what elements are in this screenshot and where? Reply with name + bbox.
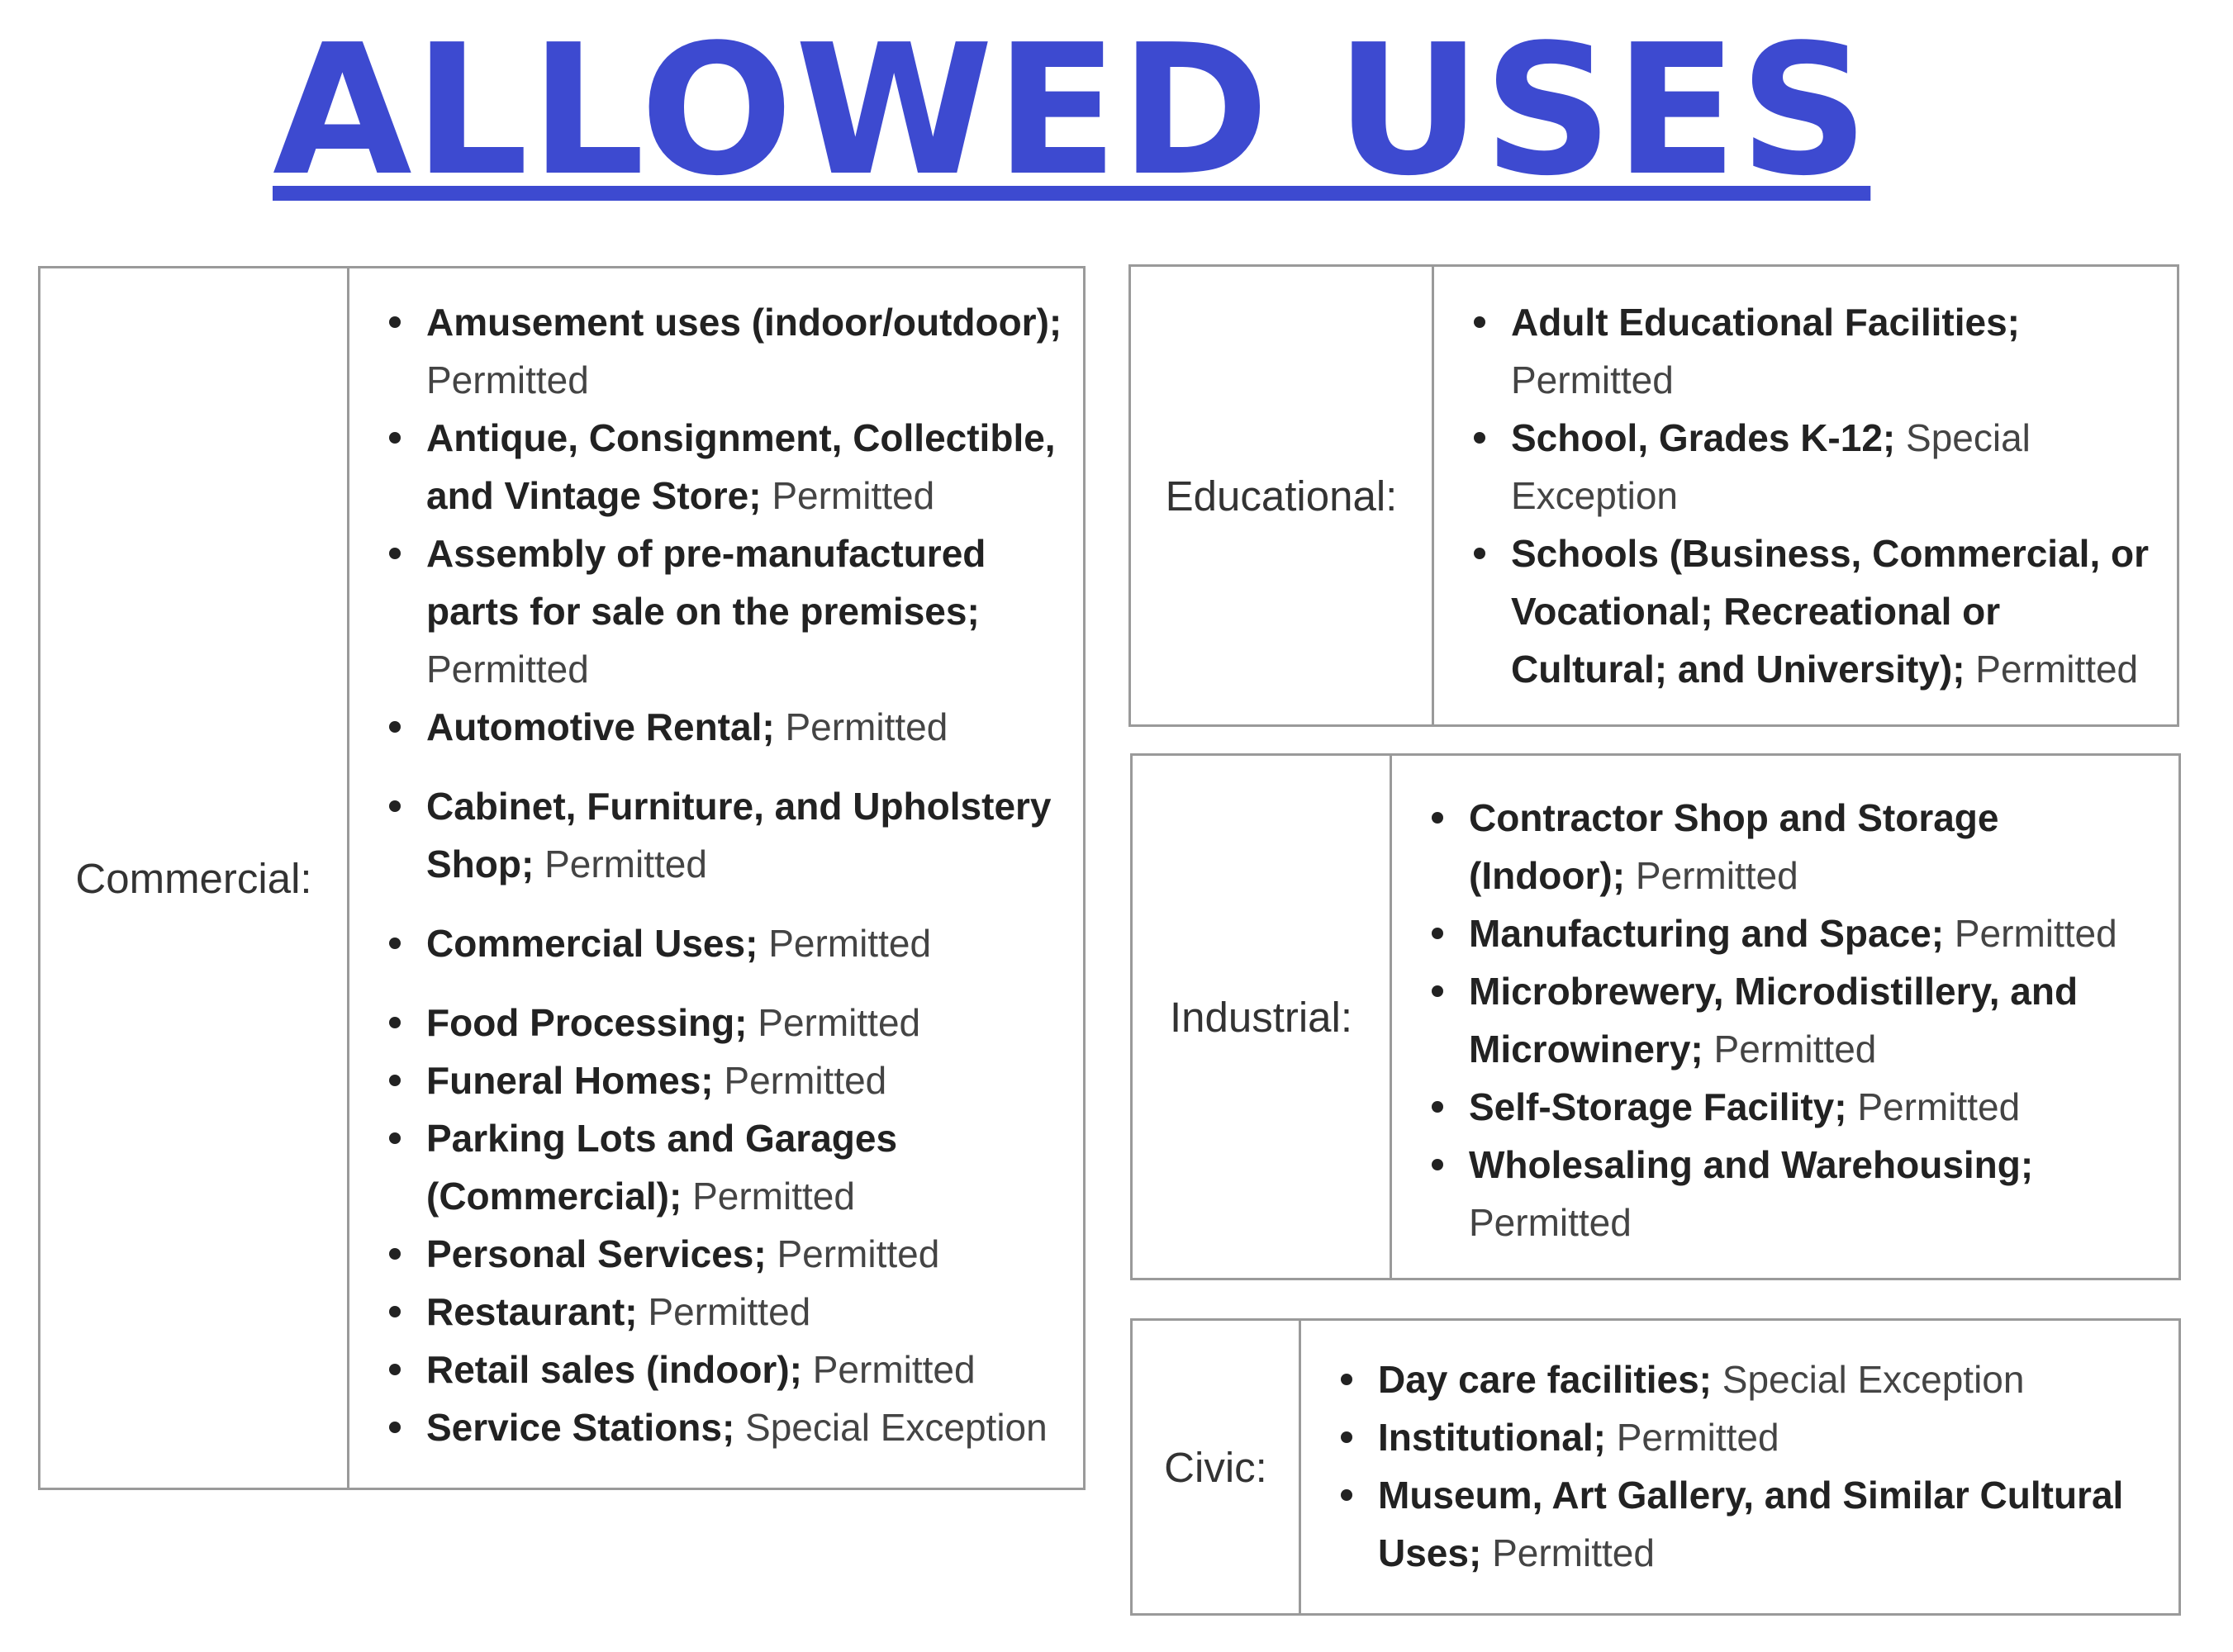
use-name: School, Grades K-12; — [1511, 416, 1896, 459]
use-status: Permitted — [648, 1290, 811, 1333]
use-name: Schools (Business, Commercial, or Vocational; Recreational or Cultural; and University); — [1511, 532, 2150, 691]
zone-label-industrial: Industrial: — [1133, 756, 1392, 1278]
use-status: Permitted — [772, 474, 935, 517]
use-name: Museum, Art Gallery, and Similar Cultural Uses; — [1378, 1474, 2124, 1574]
use-status: Permitted — [1635, 854, 1798, 897]
zone-label-commercial: Commercial: — [40, 268, 349, 1488]
list-item — [1425, 1078, 2165, 1136]
list-item — [382, 994, 1067, 1051]
list-item — [382, 698, 1067, 756]
list-item — [1334, 1351, 2165, 1408]
use-name: Amusement uses (indoor/outdoor); — [426, 301, 1062, 344]
zone-table-commercial — [38, 266, 1086, 1490]
use-name: Food Processing; — [426, 1001, 748, 1044]
list-item — [382, 1398, 1067, 1456]
use-status: Permitted — [758, 1001, 921, 1044]
use-status: Permitted — [777, 1232, 940, 1275]
use-name: Restaurant; — [426, 1290, 638, 1333]
use-name: Microbrewery, Microdistillery, and Microwinery; — [1469, 970, 2079, 1070]
list-item — [1425, 962, 2165, 1078]
use-list-commercial — [349, 268, 1083, 1488]
use-status: Permitted — [812, 1348, 976, 1391]
use-status: Permitted — [785, 705, 948, 748]
use-list-educational — [1434, 267, 2177, 724]
use-name: Day care facilities; — [1378, 1358, 1713, 1401]
use-name: Cabinet, Furniture, and Upholstery Shop; — [426, 785, 1052, 885]
use-name: Assembly of pre-manufactured parts for sale on the premises; — [426, 532, 986, 633]
use-status: Permitted — [1954, 912, 2117, 955]
use-name: Contractor Shop and Storage (Indoor); — [1469, 796, 1999, 897]
use-name: Retail sales (indoor); — [426, 1348, 802, 1391]
list-item — [382, 409, 1067, 525]
use-status: Permitted — [768, 922, 932, 965]
list-item — [382, 914, 1067, 972]
list-item — [1334, 1466, 2165, 1582]
use-status: Permitted — [544, 843, 707, 885]
list-item — [1467, 525, 2164, 698]
use-name: Self-Storage Facility; — [1469, 1085, 1847, 1128]
use-status: Special Exception — [745, 1406, 1048, 1449]
zone-label-civic: Civic: — [1133, 1321, 1301, 1613]
list-item — [382, 777, 1067, 893]
list-item — [382, 525, 1067, 698]
use-name: Institutional; — [1378, 1416, 1606, 1459]
page-title: ALLOWED USES — [273, 7, 1871, 216]
list-item — [382, 293, 1067, 409]
use-name: Adult Educational Facilities; — [1511, 301, 2020, 344]
use-name: Funeral Homes; — [426, 1059, 714, 1102]
use-status: Permitted — [426, 648, 589, 691]
zone-table-civic — [1130, 1318, 2181, 1616]
use-name: Parking Lots and Garages (Commercial); — [426, 1117, 898, 1218]
use-status: Permitted — [426, 358, 589, 401]
zone-table-industrial — [1130, 753, 2181, 1280]
use-status: Permitted — [1975, 648, 2139, 691]
use-status: Permitted — [724, 1059, 887, 1102]
use-list-industrial — [1392, 756, 2178, 1278]
use-status: Permitted — [1492, 1531, 1655, 1574]
use-name: Personal Services; — [426, 1232, 767, 1275]
use-status: Special Exception — [1722, 1358, 2025, 1401]
use-status: Special Exception — [1511, 416, 2031, 517]
use-status: Permitted — [692, 1175, 855, 1218]
zone-table-educational — [1128, 264, 2179, 727]
zone-label-educational: Educational: — [1131, 267, 1434, 724]
use-name: Automotive Rental; — [426, 705, 775, 748]
list-item — [1425, 789, 2165, 904]
list-item — [382, 1109, 1067, 1225]
use-name: Service Stations; — [426, 1406, 735, 1449]
list-item — [1467, 409, 2164, 525]
use-status: Permitted — [1857, 1085, 2021, 1128]
use-name: Commercial Uses; — [426, 922, 758, 965]
use-status: Permitted — [1616, 1416, 1779, 1459]
list-item — [1425, 1136, 2165, 1251]
use-name: Manufacturing and Space; — [1469, 912, 1945, 955]
list-item — [382, 1225, 1067, 1283]
list-item — [1467, 293, 2164, 409]
use-name: Wholesaling and Warehousing; — [1469, 1143, 2034, 1186]
list-item — [382, 1283, 1067, 1341]
use-list-civic — [1301, 1321, 2178, 1613]
use-status: Permitted — [1713, 1028, 1877, 1070]
list-item — [382, 1051, 1067, 1109]
use-status: Permitted — [1511, 358, 1674, 401]
use-name: Antique, Consignment, Collectible, and Vintage Store; — [426, 416, 1056, 517]
list-item — [382, 1341, 1067, 1398]
list-item — [1425, 904, 2165, 962]
list-item — [1334, 1408, 2165, 1466]
use-status: Permitted — [1469, 1201, 1632, 1244]
